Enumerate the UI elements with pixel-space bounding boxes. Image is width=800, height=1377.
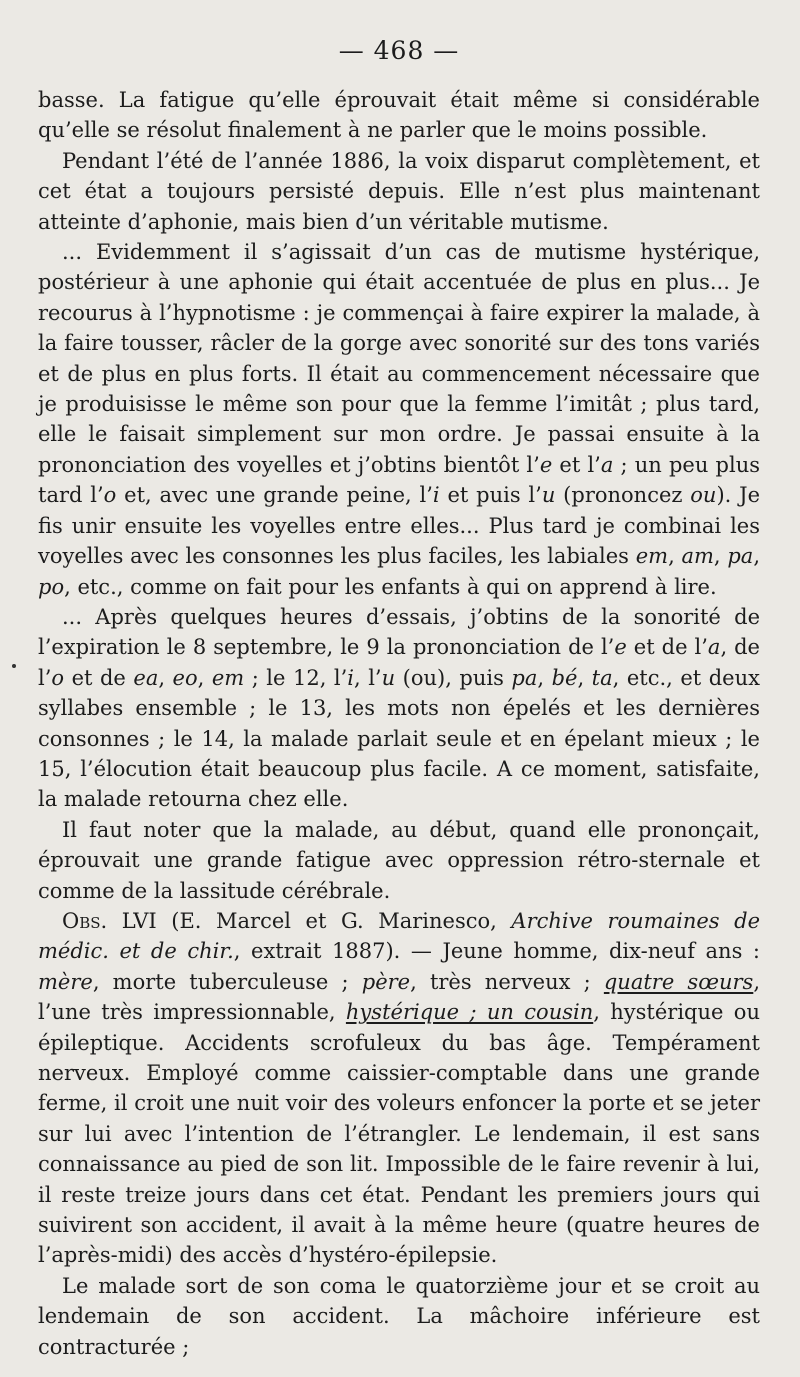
italic-term: a	[707, 635, 721, 660]
ink-speck	[12, 664, 16, 668]
journal-title: Archive roumaines de médic. et de chir.	[38, 908, 760, 964]
italic-term: ou	[690, 483, 717, 508]
obs-label: Obs.	[62, 908, 108, 933]
paragraph: ... Après quelques heures d’essais, j’obtins de la sonorité de l’expiration le 8 septembre, le 9 la prononciation de l’e et de l’a, de l’o et de ea, eo, em ; le 12, l’i, l’u (ou), puis pa, bé, ta, etc., et deux syllabes ensemble ; le 13, les mots non épelés et les dernières consonnes ; le 14, la malade parlait seule et en épelant mieux ; le 15, l’élocution était beaucoup plus facile. A ce moment, satisfaite, la malade retourna chez elle.	[38, 604, 760, 812]
italic-term: père	[361, 969, 411, 994]
paragraph: Pendant l’été de l’année 1886, la voix disparut complètement, et cet état a toujours persisté depuis. Elle n’est plus maintenant atteinte d’aphonie, mais bien d’un véritable mutisme.	[38, 148, 760, 234]
italic-term: bé	[551, 665, 578, 690]
italic-term: i	[432, 483, 440, 508]
paragraph: basse. La fatigue qu’elle éprouvait était même si considérable qu’elle se résolut finalement à ne parler que le moins possible.	[38, 88, 760, 143]
italic-term: eo	[172, 665, 198, 690]
observation-paragraph: Obs. LVI (E. Marcel et G. Marinesco, Archive roumaines de médic. et de chir., extrait 1887). — Jeune homme, dix-neuf ans : mère, morte tuberculeuse ; père, très nerveux ; quatre sœurs, l’une très impressionnable, hystérique ; un cousin, hystérique ou épileptique. Accidents scrofuleux du bas âge. Tempérament nerveux. Employé comme caissier-comptable dans une grande ferme, il croit une nuit voir des voleurs enfoncer la porte et se jeter sur lui avec l’intention de l’étrangler. Le lendemain, il est sans connaissance au pied de son lit. Impossible de le faire revenir à lui, il reste treize jours dans cet état. Pendant les premiers jours qui suivirent son accident, il avait à la même heure (quatre heures de l’après-midi) des accès d’hystéro-épilepsie.	[38, 908, 760, 1268]
italic-term: a	[600, 452, 614, 477]
paragraph: Il faut noter que la malade, au début, quand elle prononçait, éprouvait une grande fatigue avec oppression rétro-sternale et comme de la lassitude cérébrale.	[38, 817, 760, 903]
body-text	[38, 85, 760, 1362]
italic-term: u	[381, 665, 396, 690]
italic-term: po	[38, 574, 65, 599]
italic-term: e	[539, 452, 553, 477]
paragraph: ... Evidemment il s’agissait d’un cas de mutisme hystérique, postérieur à une aphonie qui était accentuée de plus en plus... Je recourus à l’hypnotisme : je commençai à faire expirer la malade, à la faire tousser, râcler de la gorge avec sonorité sur des tons variés et de plus en plus forts. Il était au commencement nécessaire que je produisisse le même son pour que la femme l’imitât ; plus tard, elle le faisait simplement sur mon ordre. Je passai ensuite à la prononciation des voyelles et j’obtins bientôt l’e et l’a ; un peu plus tard l’o et, avec une grande peine, l’i et puis l’u (prononcez ou). Je fis unir ensuite les voyelles entre elles... Plus tard je combinai les voyelles avec les consonnes les plus faciles, les labiales em, am, pa, po, etc., comme on fait pour les enfants à qui on apprend à lire.	[38, 240, 761, 599]
page-number: — 468 —	[338, 36, 460, 65]
italic-term: em	[211, 665, 245, 690]
italic-term: i	[347, 665, 355, 690]
italic-term: am	[681, 544, 714, 569]
italic-term: em	[635, 544, 669, 569]
italic-term: u	[541, 483, 556, 508]
italic-term: e	[614, 635, 627, 660]
italic-term: ta	[591, 665, 613, 690]
italic-term: pa	[511, 665, 538, 690]
italic-term: o	[103, 483, 117, 508]
italic-term: hystérique ; un cousin	[345, 1000, 594, 1025]
paragraph: Le malade sort de son coma le quatorzième jour et se croit au lendemain de son accident. La mâchoire inférieure est contracturée ;	[38, 1273, 760, 1359]
italic-term: pa	[727, 544, 754, 569]
italic-term: quatre sœurs	[603, 969, 754, 994]
italic-term: ea	[133, 665, 159, 690]
italic-term: o	[51, 665, 65, 690]
italic-term: mère	[38, 969, 93, 994]
